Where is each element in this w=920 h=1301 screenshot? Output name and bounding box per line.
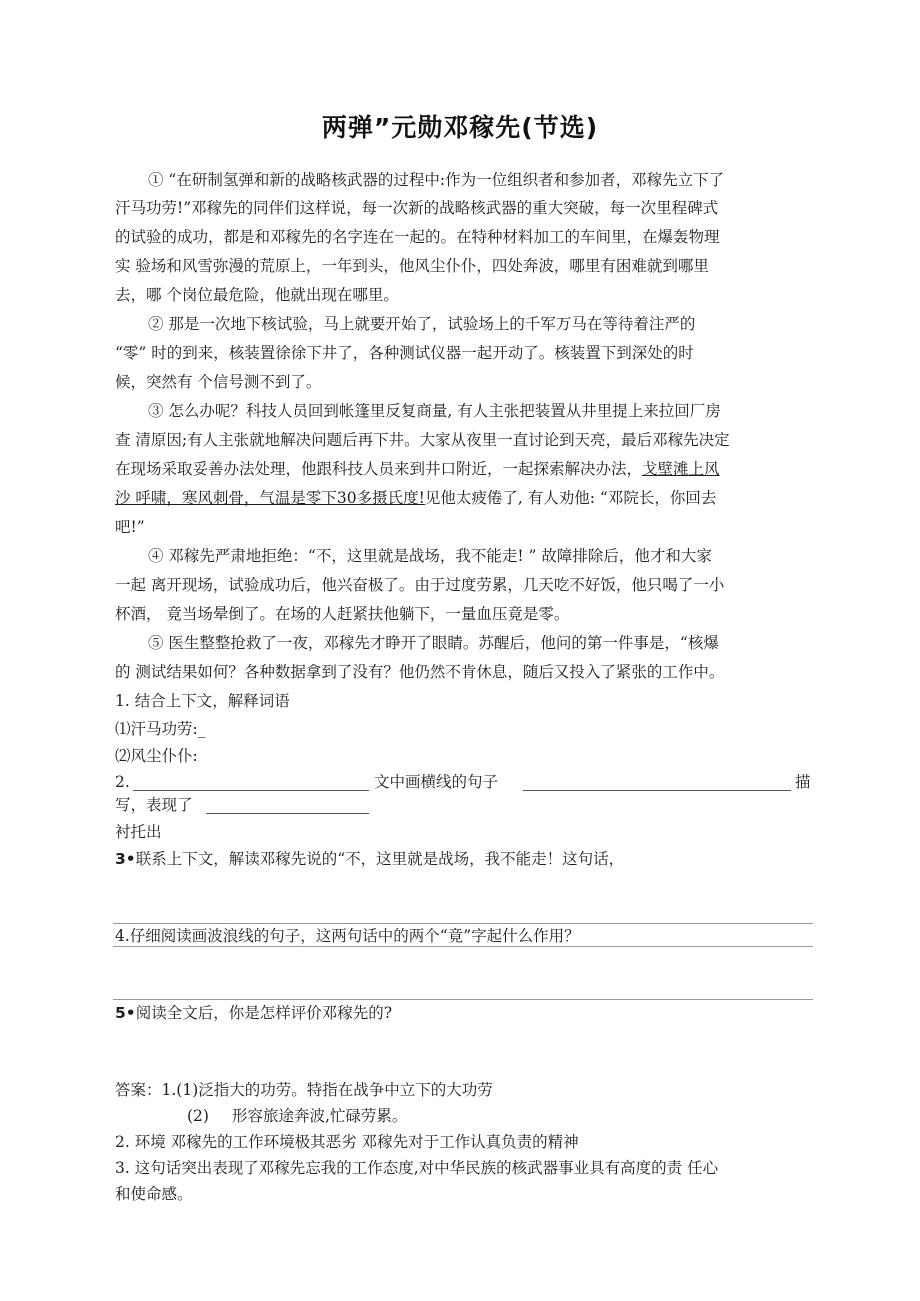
- question-4: 4.仔细阅读画波浪线的句子，这两句话中的两个“竟”字起什么作用？: [115, 927, 580, 945]
- answer-2: 2. 环境 邓稼先的工作环境极其恶劣 邓稼先对于工作认真负责的精神: [115, 1133, 579, 1151]
- answer-3-line-1: 3. 这句话突出表现了邓稼先忘我的工作态度,对中华民族的核武器事业具有高度的责 任心: [115, 1159, 719, 1177]
- question-2-line-3: 衬托出: [115, 823, 162, 841]
- question-5-num: 5•: [115, 1004, 136, 1022]
- p4-line-3: 杯酒， 竟当场晕倒了。在场的人赶紧扶他躺下，一量血压竟是零。: [115, 605, 570, 623]
- answer-blank-2c[interactable]: [206, 813, 369, 814]
- answer-blank-2a[interactable]: [133, 790, 369, 791]
- p3-line-4-text: 见他太疲倦了, 有人劝他: “邓院长，你回去: [424, 489, 717, 507]
- article-title: 两弹”元勋邓稼先(节选): [321, 113, 599, 142]
- p3-line-1: ③ 怎么办呢？科技人员回到帐篷里反复商量, 有人主张把装置从井里提上来拉回厂房: [148, 402, 721, 420]
- answer-1b: 形容旅途奔波,忙碌劳累。: [232, 1107, 408, 1125]
- question-3-num: 3•: [115, 850, 136, 868]
- answer-line-4b[interactable]: [113, 999, 813, 1000]
- p1-line-4: 实 验场和风雪弥漫的荒原上，一年到头，他风尘仆仆，四处奔波，哪里有困难就到哪里: [115, 257, 709, 275]
- p4-line-1: ④ 邓稼先严肃地拒绝：“不，这里就是战场，我不能走! ” 故障排除后，他才和大家: [148, 547, 712, 565]
- question-2-line-2: 写，表现了: [115, 796, 193, 814]
- p3-line-4: [115, 488, 716, 508]
- p2-line-1: ② 那是一次地下核试验，马上就要开始了，试验场上的千军万马在等待着注严的: [148, 315, 696, 333]
- p2-line-2: “零” 时的到来，核装置徐徐下井了，各种测试仪器一起开动了。核装置下到深处的时: [115, 344, 694, 362]
- answer-3-line-2: 和使命感。: [115, 1185, 193, 1203]
- p3-line-3-text: 在现场采取妥善办法处理，他跟科技人员来到井口附近，一起探索解决办法，: [115, 460, 643, 478]
- question-3-text: 联系上下文，解读邓稼先说的“不，这里就是战场，我不能走！这句话，: [135, 850, 625, 868]
- answer-1: 答案：1.(1)泛指大的功劳。特指在战争中立下的大功劳: [115, 1081, 493, 1099]
- p5-line-1: ⑤ 医生整整抢救了一夜，邓稼先才睁开了眼睛。苏醒后，他问的第一件事是，“核爆: [148, 634, 719, 652]
- p3-line-5: 吧!”: [115, 518, 145, 536]
- question-2-mid: 文中画横线的句子: [374, 773, 499, 791]
- p3-line-2: 查 清原因;有人主张就地解决问题后再下井。大家从夜里一直讨论到天亮，最后邓稼先决定: [115, 431, 730, 449]
- p1-line-1: ① “在研制氢弹和新的战略核武器的过程中:作为一位组织者和参加者，邓稼先立下了: [148, 171, 725, 189]
- question-5: [115, 1003, 392, 1023]
- question-1: 1. 结合上下文，解释词语: [115, 692, 290, 710]
- question-2-num: 2.: [115, 773, 130, 791]
- question-1b: ⑵风尘仆仆:: [115, 747, 198, 765]
- answer-blank-2b[interactable]: [523, 790, 791, 791]
- p5-line-2: 的 测试结果如何？各种数据拿到了没有？他仍然不肯休息，随后又投入了紧张的工作中。: [115, 663, 725, 681]
- p2-line-3: 候，突然有 个信号测不到了。: [115, 373, 322, 391]
- answer-line-4a[interactable]: [113, 946, 813, 947]
- question-3: [115, 849, 624, 869]
- p1-line-5: 去，哪 个岗位最危险，他就出现在哪里。: [115, 286, 399, 304]
- underlined-sentence-part-1: 戈壁滩上风: [642, 460, 720, 478]
- p3-line-3: [115, 459, 720, 479]
- underlined-sentence-part-2: 沙 呼啸，寒风刺骨，气温是零下30多摄氏度!: [115, 489, 425, 507]
- p1-line-2: 汗马功劳!”邓稼先的同伴们这样说，每一次新的战略核武器的重大突破，每一次里程碑式: [115, 199, 719, 217]
- answer-1b-num: (2): [187, 1107, 209, 1125]
- question-1a: ⑴汗马功劳:_: [115, 720, 206, 738]
- answer-line-3[interactable]: [113, 923, 813, 924]
- question-2-end: 描: [795, 773, 811, 791]
- p4-line-2: 一起 离开现场，试验成功后，他兴奋极了。由于过度劳累，几天吃不好饭，他只喝了一小: [115, 576, 725, 594]
- p1-line-3: 的试验的成功，都是和邓稼先的名字连在一起的。在特种材料加工的车间里，在爆轰物理: [115, 228, 720, 246]
- question-5-text: 阅读全文后，你是怎样评价邓稼先的?: [135, 1004, 393, 1022]
